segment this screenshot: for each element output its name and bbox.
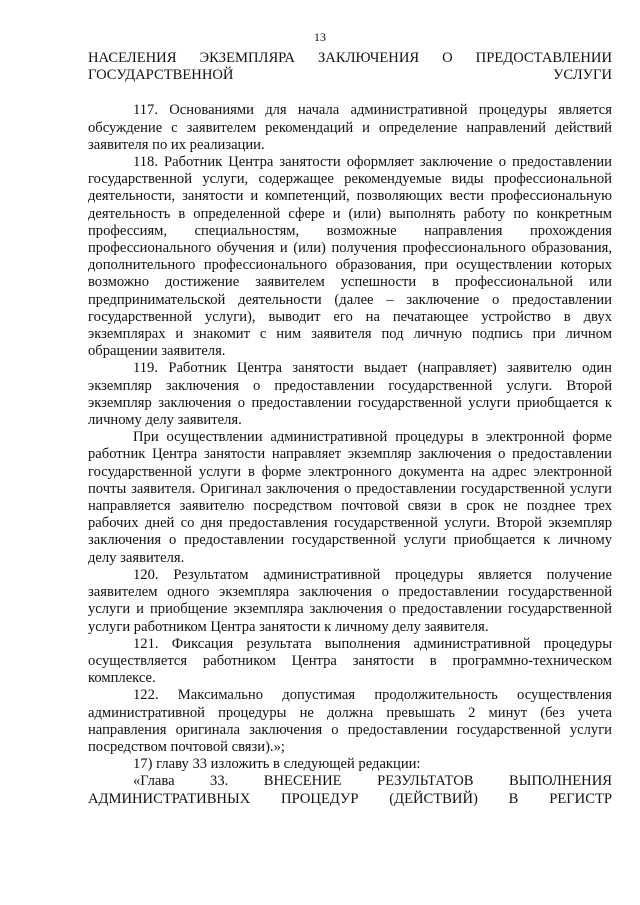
paragraph-item-17: 17) главу 33 изложить в следующей редакции:	[133, 756, 421, 773]
paragraph-117: 117. Основаниями для начала административной процедуры является обсуждение с заявителем рекомендаций и определение направлений действий заявителя по их реализации.	[88, 102, 612, 153]
paragraph-122: 122. Максимально допустимая продолжительность осуществления административной процедуры не должна превышать 2 минут (без учета направления оригинала заключения о предоставлении государственной услуги посредством почтовой связи).»;	[88, 687, 612, 755]
document-body	[88, 50, 612, 808]
page-number: 13	[314, 30, 326, 44]
paragraph-120: 120. Результатом административной процедуры является получение заявителем одного экземпляра заключения о предоставлении государственной услуги и приобщение экземпляра заключения о предоставлении государственной услуги работником Центра занятости к личному делу заявителя.	[88, 566, 612, 635]
paragraph-electronic-form: При осуществлении административной процедуры в электронной форме работник Центра занятости направляет экземпляр заключения о предоставлении государственной услуги в форме электронного документа на адрес электронной почты заявителя. Оригинал заключения о предоставлении государственной услуги направляется заявителю посредством почтовой связи в срок не позднее трех рабочих дней со дня предоставления государственной услуги. Второй экземпляр заключения о предоставлении государственной услуги приобщается к личному делу заявителя.	[88, 429, 612, 566]
paragraph-119: 119. Работник Центра занятости выдает (направляет) заявителю один экземпляр заключения о предоставлении государственной услуги. Второй экземпляр заключения о предоставлении государственной услуги приобщается к личному делу заявителя.	[88, 360, 612, 429]
paragraph-118: 118. Работник Центра занятости оформляет заключение о предоставлении государственной услуги, содержащее рекомендуемые виды профессиональной деятельности, занятости и компетенций, позволяющих вести профессиональную деятельность в определенной сфере и (или) выполнять работу по конкретным профессиям, специальностям, возможные направления прохождения профессионального обучения и (или) получения профессионального образования, дополнительного профессионального образования, при осуществлении которых возможно достижение заявителем успешности в профессиональной или предпринимательской деятельности (далее – заключение о предоставлении государственной услуги), выводит его на печатающее устройство в двух экземплярах и знакомит с ним заявителя под личную подпись при личном обращении заявителя.	[88, 154, 612, 360]
chapter-33-title: «Глава 33. ВНЕСЕНИЕ РЕЗУЛЬТАТОВ ВЫПОЛНЕНИЯ АДМИНИСТРАТИВНЫХ ПРОЦЕДУР (ДЕЙСТВИЙ) В РЕГИСТР	[88, 773, 612, 807]
paragraph-121: 121. Фиксация результата выполнения административной процедуры осуществляется работником Центра занятости в программно-техническом комплексе.	[88, 635, 612, 687]
section-heading: НАСЕЛЕНИЯ ЭКЗЕМПЛЯРА ЗАКЛЮЧЕНИЯ О ПРЕДОСТАВЛЕНИИ ГОСУДАРСТВЕННОЙ УСЛУГИ	[88, 50, 612, 84]
